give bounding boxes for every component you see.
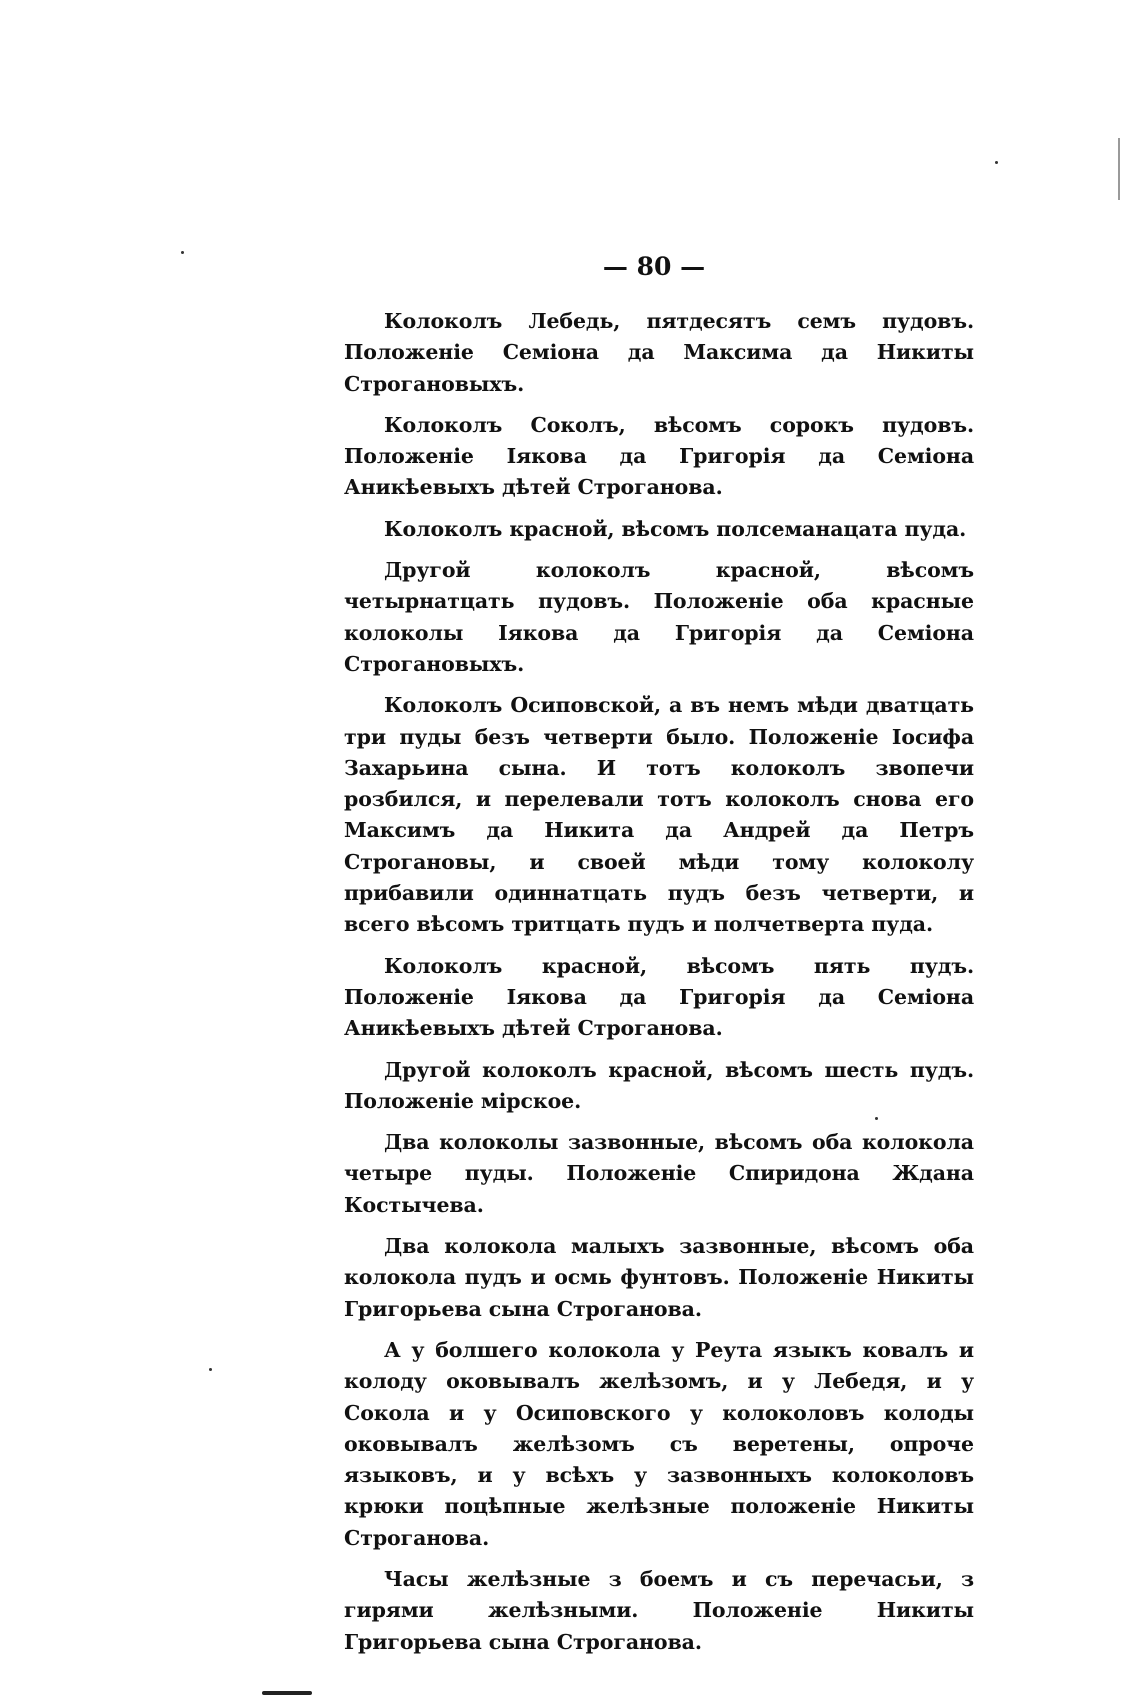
paragraph: Колоколъ красной, вѣсомъ полсеманацата пуда. bbox=[384, 516, 967, 541]
scan-speck bbox=[209, 1368, 212, 1371]
paragraph: Колоколъ Осиповской, а въ немъ мѣди дватцать три пуды безъ четверти было. Положеніе Іосифа Захарьина сына. И тотъ колоколъ звопечи розбился, и перелевали тотъ колоколъ снова его Максимъ да Никита да Андрей да Петръ Строгановы, и своей мѣди тому колоколу прибавили одиннатцать пудъ безъ четверти, и всего вѣсомъ тритцать пудъ и полчетверта пуда. bbox=[344, 693, 974, 937]
paragraph: Другой колоколъ красной, вѣсомъ шесть пудъ. Положеніе мірское. bbox=[344, 1057, 974, 1113]
paragraph: А у болшего колокола у Реута языкъ ковалъ и колоду оковывалъ желѣзомъ, и у Лебедя, и у Сокола и у Осиповского у колоколовъ колоды оковывалъ желѣзомъ съ веретены, опроче языковъ, и у всѣхъ у зазвонныхъ колоколовъ крюки поцѣпные желѣзные положеніе Никиты Строганова. bbox=[344, 1337, 974, 1550]
page-number: — 80 — bbox=[602, 252, 706, 281]
page-edge-shadow bbox=[1118, 138, 1120, 200]
paragraph: Колоколъ Лебедь, пятдесятъ семъ пудовъ. Положеніе Семіона да Максима да Никиты Строгановыхъ. bbox=[344, 309, 974, 396]
paragraph: Два колокола малыхъ зазвонные, вѣсомъ оба колокола пудъ и осмь фунтовъ. Положеніе Никиты Григорьева сына Строганова. bbox=[344, 1234, 974, 1321]
paragraph: Два колоколы зазвонные, вѣсомъ оба колокола четыре пуды. Положеніе Спиридона Ждана Костычева. bbox=[344, 1130, 974, 1217]
paragraph: Колоколъ Соколъ, вѣсомъ сорокъ пудовъ. Положеніе Іякова да Григорія да Семіона Аникѣевыхъ дѣтей Строганова. bbox=[344, 412, 974, 500]
paragraph: Колоколъ красной, вѣсомъ пять пудъ. Положеніе Іякова да Григорія да Семіона Аникѣевыхъ дѣтей Строганова. bbox=[344, 953, 974, 1041]
scan-mark bbox=[262, 1691, 312, 1695]
body-text bbox=[344, 306, 974, 1668]
paragraph: Другой колоколъ красной, вѣсомъ четырнатцать пудовъ. Положеніе оба красные колоколы Іякова да Григорія да Семіона Строгановыхъ. bbox=[344, 558, 974, 676]
scan-speck bbox=[995, 161, 998, 164]
paragraph: Часы желѣзные з боемъ и съ перечасьи, з гирями желѣзными. Положеніе Никиты Григорьева сына Строганова. bbox=[344, 1566, 974, 1654]
scan-speck bbox=[181, 251, 184, 254]
